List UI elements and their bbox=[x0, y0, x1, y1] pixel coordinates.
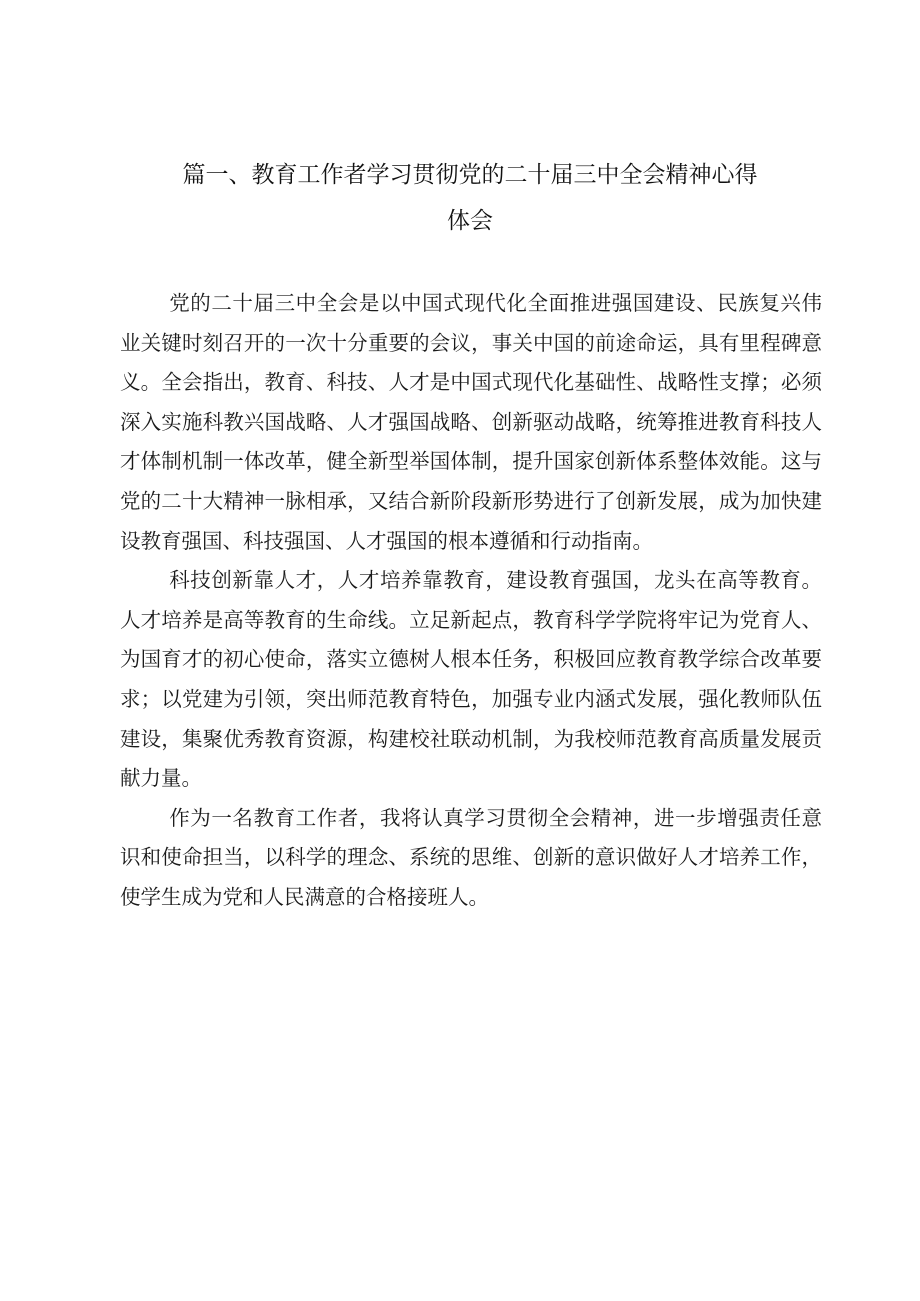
title-line-2: 体会 bbox=[447, 208, 493, 234]
document-body bbox=[120, 284, 822, 918]
paragraph-3: 作为一名教育工作者，我将认真学习贯彻全会精神，进一步增强责任意识和使命担当，以科学的理念、系统的思维、创新的意识做好人才培养工作，使学生成为党和人民满意的合格接班人。 bbox=[120, 805, 822, 909]
title-line-1: 篇一、教育工作者学习贯彻党的二十届三中全会精神心得 bbox=[182, 162, 758, 188]
paragraph-1: 党的二十届三中全会是以中国式现代化全面推进强国建设、民族复兴伟业关键时刻召开的一次十分重要的会议，事关中国的前途命运，具有里程碑意义。全会指出，教育、科技、人才是中国式现代化基础性、战略性支撑；必须深入实施科教兴国战略、人才强国战略、创新驱动战略，统筹推进教育科技人才体制机制一体改革，健全新型举国体制，提升国家创新体系整体效能。这与党的二十大精神一脉相承，又结合新阶段新形势进行了创新发展，成为加快建设教育强国、科技强国、人才强国的根本遵循和行动指南。 bbox=[120, 291, 822, 553]
paragraph-2: 科技创新靠人才，人才培养靠教育，建设教育强国，龙头在高等教育。人才培养是高等教育的生命线。立足新起点，教育科学学院将牢记为党育人、为国育才的初心使命，落实立德树人根本任务，积极回应教育教学综合改革要求；以党建为引领，突出师范教育特色，加强专业内涵式发展，强化教师队伍建设，集聚优秀教育资源，构建校社联动机制，为我校师范教育高质量发展贡献力量。 bbox=[120, 568, 822, 791]
document-title bbox=[120, 152, 820, 244]
